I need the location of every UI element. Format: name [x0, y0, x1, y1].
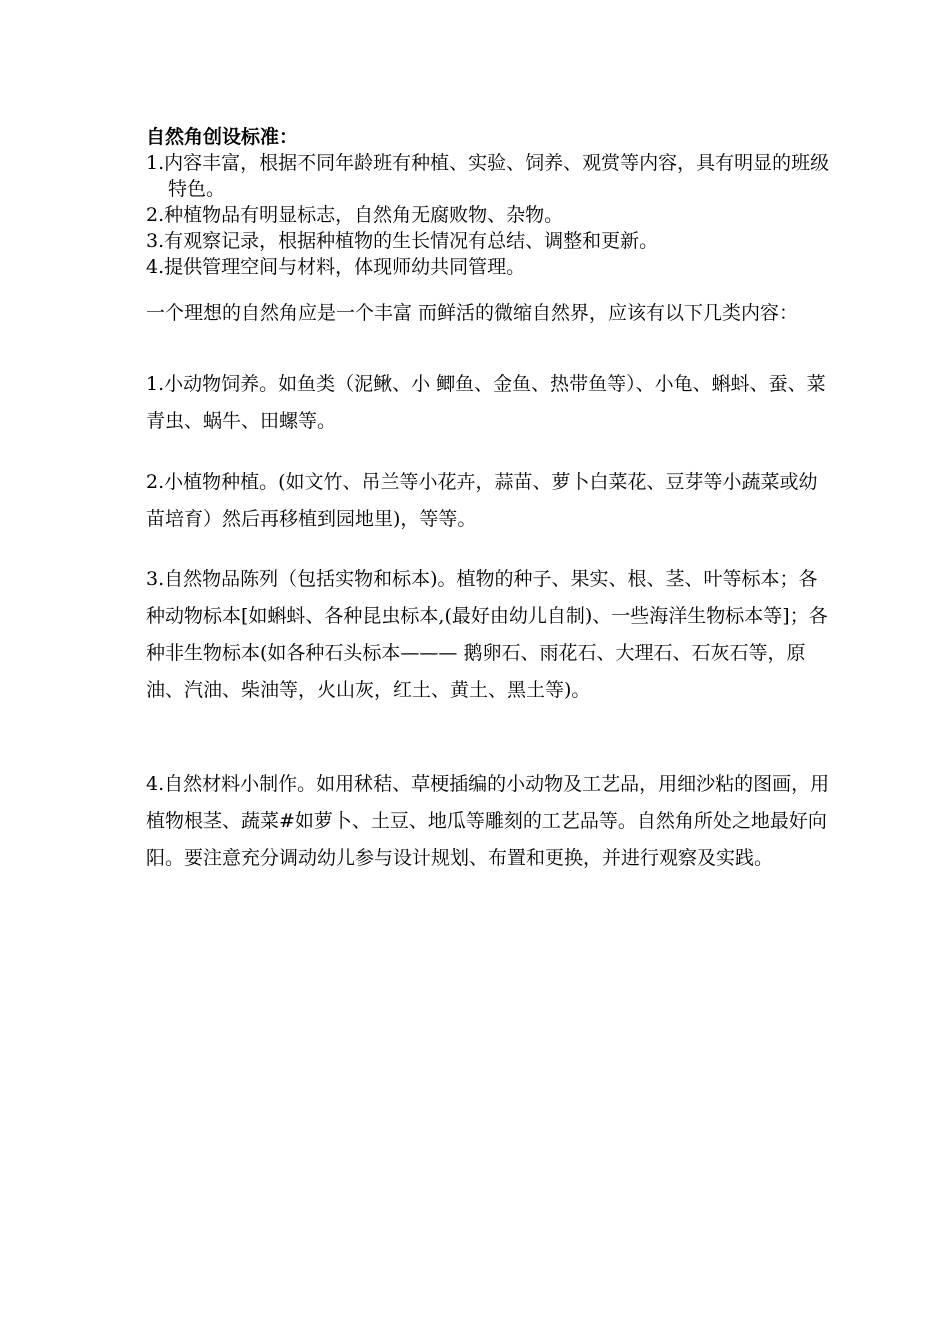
criteria-item: 2.种植物品有明显标志，自然角无腐败物、杂物。	[146, 204, 564, 226]
content-paragraph: 4.自然材料小制作。如用秫秸、草梗插编的小动物及工艺品，用细沙粘的图画，用植物根茎、蔬菜#如萝卜、土豆、地瓜等雕刻的工艺品等。自然角所处之地最好向阳。要注意充分调动幼儿参与设计规划、布置和更换，并进行观察及实践。	[146, 773, 830, 869]
criteria-item: 1.内容丰富，根据不同年龄班有种植、实验、饲养、观赏等内容，具有明显的班级特色。	[146, 152, 830, 200]
criteria-item: 3.有观察记录，根据种植物的生长情况有总结、调整和更新。	[146, 230, 659, 252]
criteria-list	[146, 150, 836, 280]
document-title: 自然角创设标准：	[146, 126, 299, 148]
content-paragraph: 2.小植物种植。(如文竹、吊兰等小花卉，蒜苗、萝卜白菜花、豆芽等小蔬菜或幼苗培育）然后再移植到园地里)，等等。	[146, 471, 818, 530]
content-paragraph: 1.小动物饲养。如鱼类（泥鳅、小 鲫鱼、金鱼、热带鱼等）、小龟、蝌蚪、蚕、菜青虫、蜗牛、田螺等。	[146, 373, 826, 432]
intro-paragraph: 一个理想的自然角应是一个丰富 而鲜活的微缩自然界，应该有以下几类内容：	[146, 302, 799, 324]
document-body	[146, 124, 836, 869]
criteria-item: 4.提供管理空间与材料，体现师幼共同管理。	[146, 256, 526, 278]
content-paragraph: 3.自然物品陈列（包括实物和标本)。植物的种子、果实、根、茎、叶等标本；各种动物标本[如蝌蚪、各种昆虫标本,(最好由幼儿自制)、一些海洋生物标本等]；各种非生物标本(如各种石头标本——— 鹅卵石、雨花石、大理石、石灰石等，原油、汽油、柴油等，火山灰，红土、黄土、黑土等)。	[146, 568, 828, 701]
